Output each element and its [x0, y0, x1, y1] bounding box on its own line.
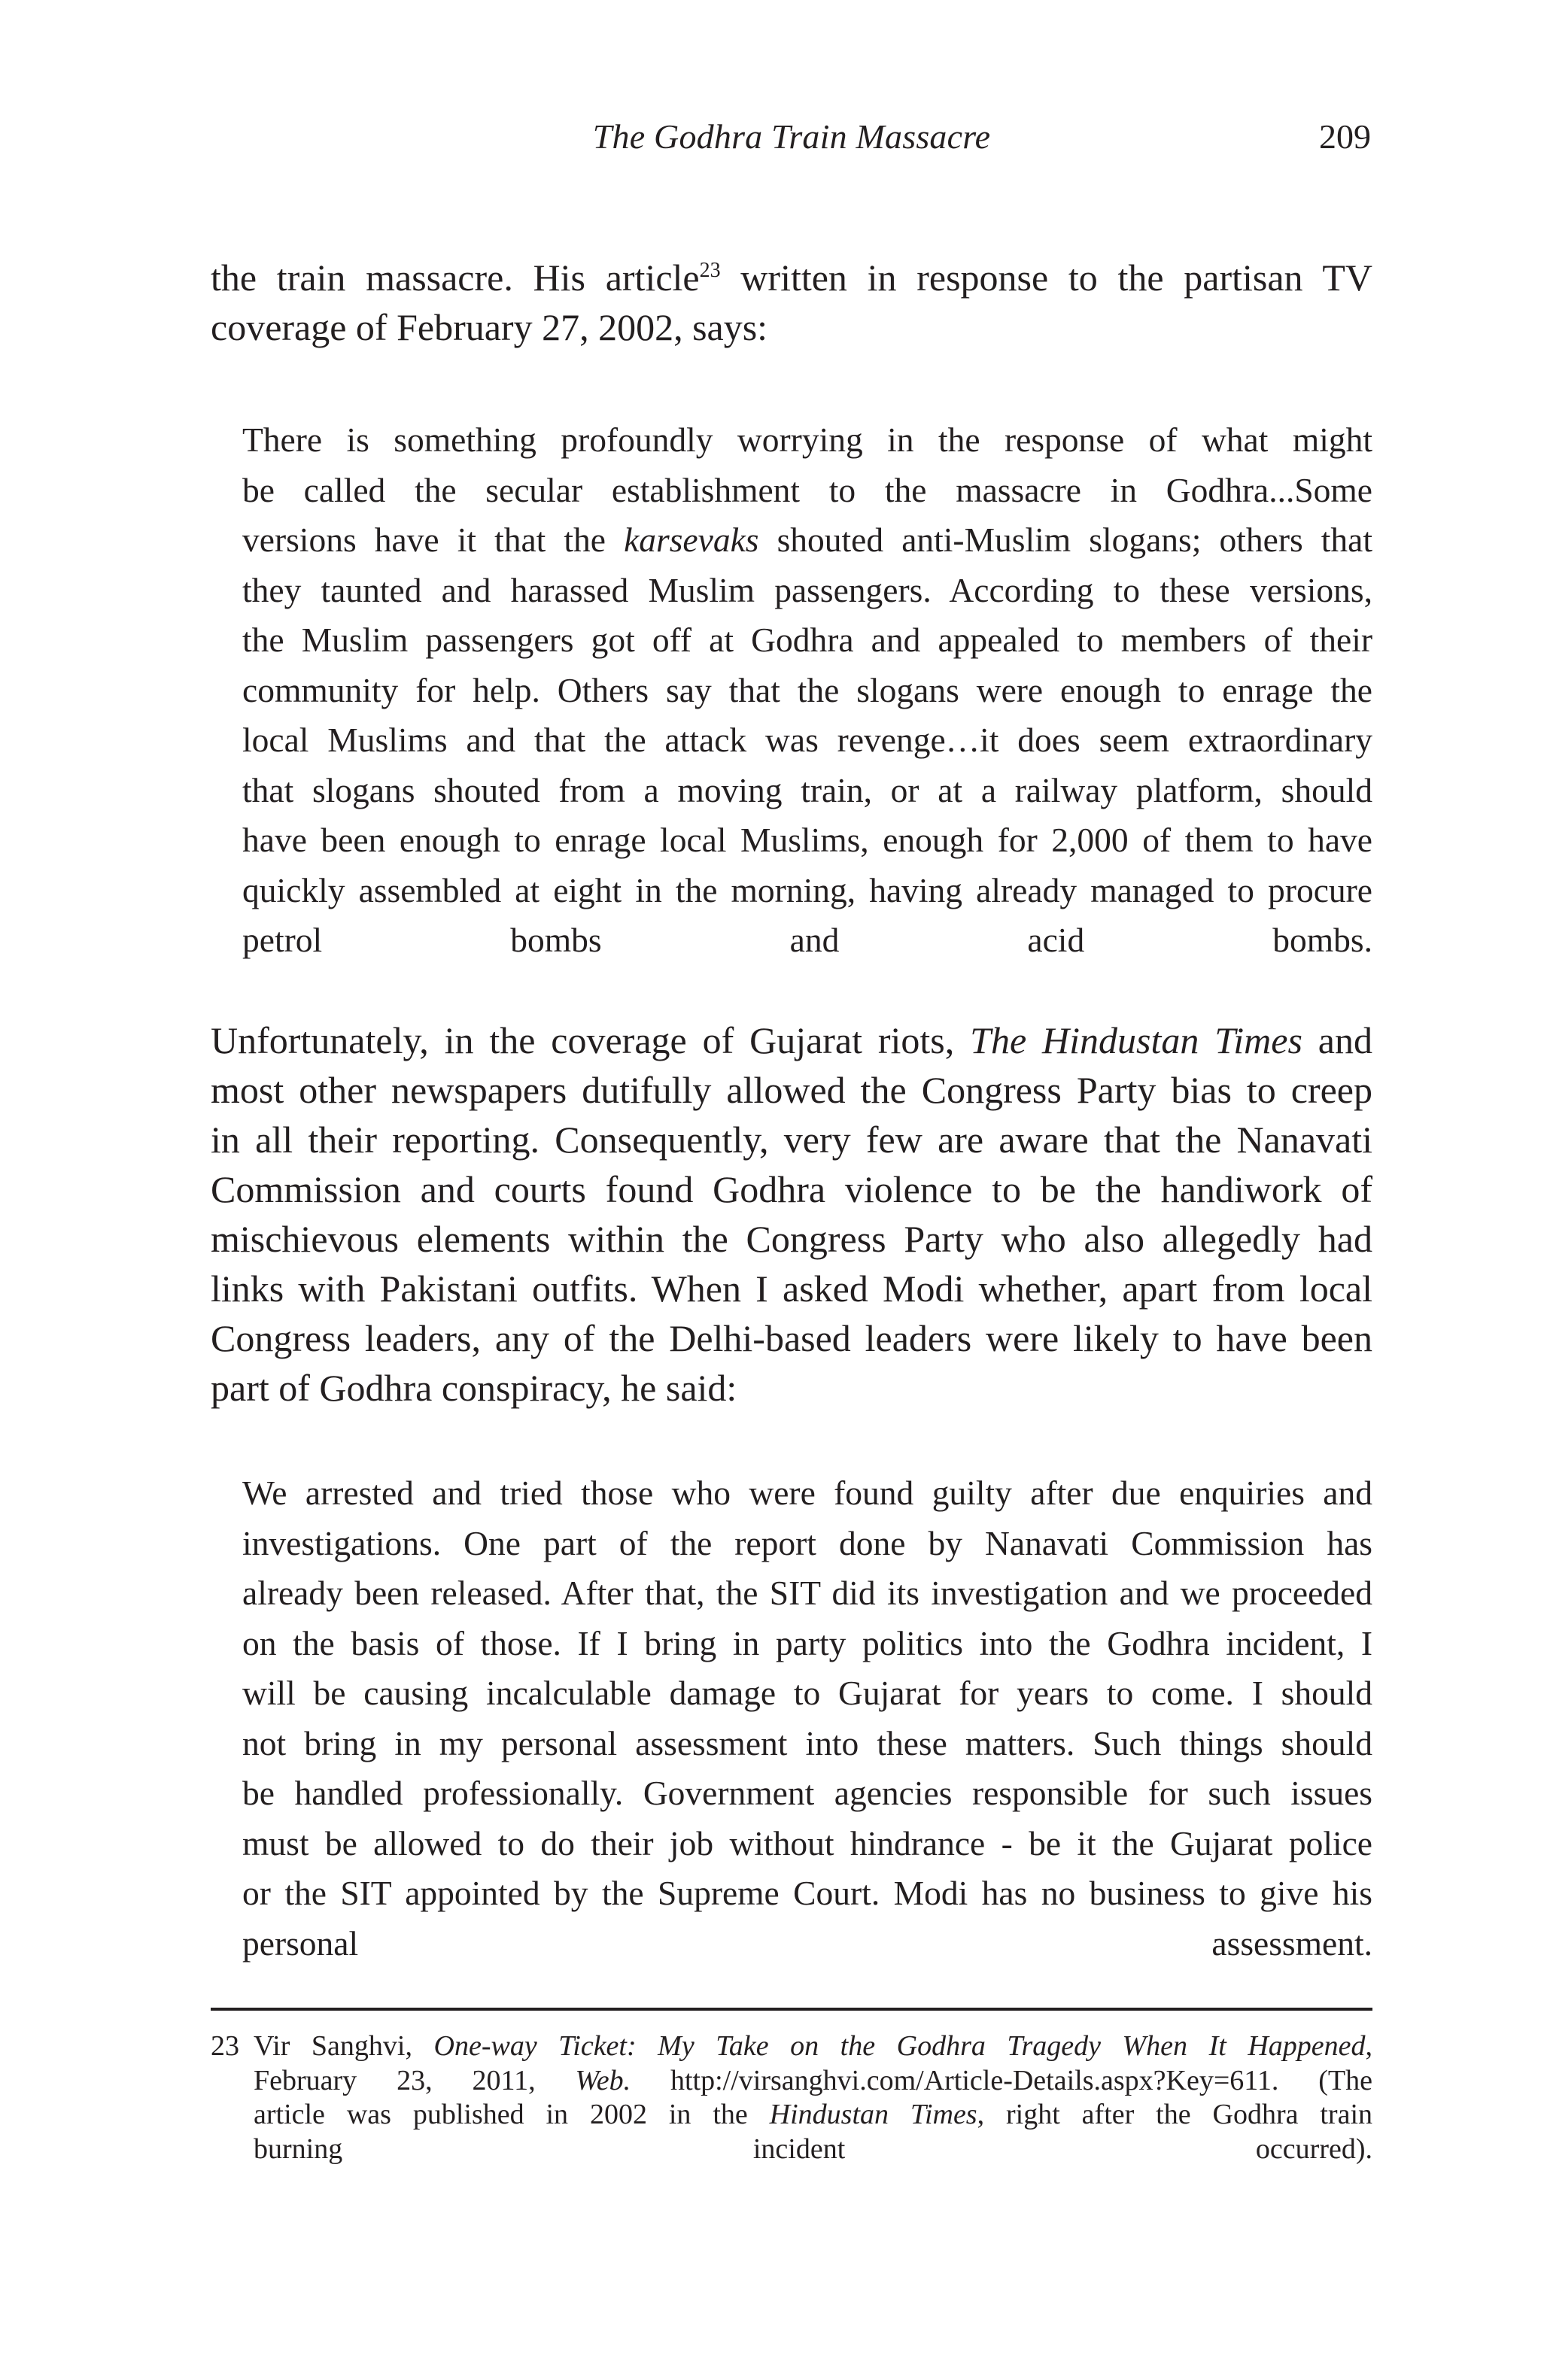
quote-line: that slogans shouted from a moving train, or at a railway platform, should	[242, 770, 1372, 809]
footnote-number: 23	[211, 2030, 239, 2062]
italic-publication: The Hindustan Times	[970, 1019, 1302, 1061]
block-quote-secular-establishment	[242, 415, 1372, 966]
text-run: written in response to the partisan TV	[720, 257, 1372, 299]
quote-line: local Muslims and that the attack was revenge…it does seem extraordinary	[242, 721, 1372, 759]
text-run: and	[1302, 1019, 1372, 1061]
quote-line: not bring in my personal assessment into these matters. Such things should	[242, 1723, 1372, 1762]
italic-medium: Web.	[575, 2064, 631, 2096]
quote-line: be called the secular establishment to the massacre in Godhra...Some	[242, 470, 1372, 509]
quote-line: community for help. Others say that the slogans were enough to enrage the	[242, 670, 1372, 709]
quote-line: petrol bombs and acid bombs.	[242, 921, 1372, 959]
text-run: ,	[1365, 2030, 1372, 2062]
text-line: most other newspapers dutifully allowed the Congress Party bias to creep	[211, 1069, 1372, 1111]
footnote-23	[211, 2029, 1372, 2166]
text-run: article was published in 2002 in the	[254, 2099, 770, 2130]
footnote-line	[254, 2098, 1372, 2133]
footnote-line	[254, 2029, 1372, 2064]
text-line: Congress leaders, any of the Delhi-based leaders were likely to have been	[211, 1317, 1372, 1359]
quote-line: already been released. After that, the SIT did its investigation and we proceeded	[242, 1574, 1372, 1612]
quote-line: have been enough to enrage local Muslims, enough for 2,000 of them to have	[242, 821, 1372, 859]
quote-line: quickly assembled at eight in the morning, having already managed to procure	[242, 870, 1372, 909]
footnote-reference[interactable]: 23	[699, 259, 721, 282]
quote-line	[242, 515, 1372, 566]
quote-line: the Muslim passengers got off at Godhra and appealed to members of their	[242, 621, 1372, 659]
text-run: February 23, 2011,	[254, 2064, 576, 2096]
text-line	[211, 1015, 1372, 1065]
quote-line: investigations. One part of the report done by Nanavati Commission has	[242, 1523, 1372, 1562]
footnote-line	[254, 2064, 1372, 2099]
text-run: , right after the Godhra train	[977, 2099, 1373, 2130]
quote-line: personal assessment.	[242, 1923, 1372, 1963]
footnote-url-text: http://virsanghvi.com/Article-Details.aspx?Key=611. (The	[631, 2064, 1372, 2096]
text-run: Unfortunately, in the coverage of Gujarat riots,	[211, 1019, 971, 1061]
quote-line: We arrested and tried those who were found guilty after due enquiries and	[242, 1474, 1372, 1512]
text-run: shouted anti-Muslim slogans; others that	[758, 521, 1372, 559]
text-line: coverage of February 27, 2002, says:	[211, 306, 768, 348]
text-line: links with Pakistani outfits. When I asked Modi whether, apart from local	[211, 1267, 1372, 1310]
running-header	[211, 114, 1372, 159]
quote-line: be handled professionally. Government agencies responsible for such issues	[242, 1774, 1372, 1812]
text-line: part of Godhra conspiracy, he said:	[211, 1367, 737, 1409]
text-line	[211, 253, 1372, 302]
italic-article-title: One-way Ticket: My Take on the Godhra Tragedy When It Happened	[433, 2030, 1366, 2062]
text-run: versions have it that the	[242, 521, 625, 559]
quote-line: will be causing incalculable damage to Gujarat for years to come. I should	[242, 1674, 1372, 1712]
quote-line: must be allowed to do their job without hindrance - be it the Gujarat police	[242, 1823, 1372, 1862]
text-run: the train massacre. His article	[211, 257, 700, 299]
main-paragraph	[211, 1015, 1372, 1413]
quote-line: on the basis of those. If I bring in party politics into the Godhra incident, I	[242, 1623, 1372, 1662]
italic-publication: Hindustan Times	[769, 2099, 977, 2130]
text-line: Commission and courts found Godhra violence to be the handiwork of	[211, 1168, 1372, 1210]
text-run: Vir Sanghvi,	[254, 2030, 434, 2062]
footnote-line: burning incident occurred).	[254, 2133, 1372, 2165]
footnote-divider	[211, 2008, 1372, 2011]
text-line: in all their reporting. Consequently, very few are aware that the Nanavati	[211, 1119, 1372, 1161]
quote-line: There is something profoundly worrying in the response of what might	[242, 420, 1372, 459]
block-quote-modi-response	[242, 1468, 1372, 1969]
page-number: 209	[1319, 117, 1371, 156]
italic-term: karsevaks	[624, 521, 759, 559]
footnote-text	[254, 2029, 1372, 2166]
quote-line: they taunted and harassed Muslim passengers. According to these versions,	[242, 570, 1372, 609]
quote-line: or the SIT appointed by the Supreme Court. Modi has no business to give his	[242, 1874, 1372, 1912]
intro-paragraph	[211, 253, 1372, 352]
text-line: mischievous elements within the Congress Party who also allegedly had	[211, 1218, 1372, 1260]
running-title: The Godhra Train Massacre	[592, 117, 991, 156]
